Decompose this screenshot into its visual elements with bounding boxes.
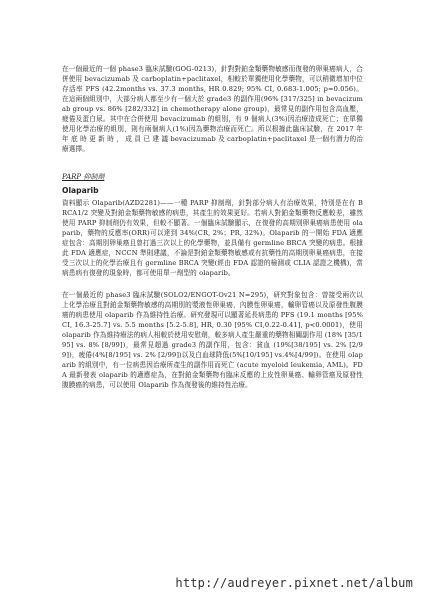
paragraph-bevacizumab-trial: 在一個最近的一個 phase3 臨床試驗(GOG-0213)，針對對鉑金類藥物敏感而復發的卵巢癌病人，合併使用 bevacizumab 及 carboplatin+paclitaxel，相較於單獨使用化學藥物，可以稍微增加中位存活率 PFS (42.2months vs. 37.3 months, HR 0.829; 95% CI, 0.683-1.005; p=0.056)。在這兩個組別中，大部分病人都至少有一個大於 grade3 的副作用(96% [317/325] in bevacizumab group vs. 86% [282/332] in chemotherapy alone group)，最常見的副作用包含高血壓，疲倦及蛋白尿。其中在合併使用 bevacizumab 的組別，有 9 個病人(3%)因治療造成死亡；在單獨使用化學治療的組別，則有兩個病人(1%)因為藥物治療而死亡。所以根據此臨床試驗，在 2017 年 年 底 時 更 新 時 ， 成 員 已 建 議 bevacizumab 及 carboplatin+paclitaxel 是一個有潛力的治療選擇。 bbox=[62, 65, 363, 153]
footer-album-url: http://audreyer.pixnet.net/album bbox=[175, 576, 413, 590]
drug-heading-olaparib: Olaparib bbox=[62, 186, 99, 195]
paragraph-olaparib-overview: 資料顯示 Olaparib(AZD2281)——一種 PARP 抑制劑，針對部分病人有治療效果，特別是在有 BRCA1/2 突變及對鉑金類藥物敏感的病患，其產生的效果更好。若病人對鉑金類藥物反應較差，雖然使用 PARP 抑制劑仍有效果，但較不顯著。一個臨床試驗顯示，在復發的高期別卵巢癌病患使用 olaparib，藥物的反應率(ORR)可以達到 34%(CR, 2%；PR, 32%)。Olaparib 的一開始 FDA 適應症包含：高期別卵巢癌且曾打過三次以上的化學藥物，並具備有 germline BRCA 突變的病患。根據此 FDA 適應症，NCCN 準則建議，不論是對鉑金類藥物敏感或有抗藥性的高期別卵巢癌病患，在接受三次以上的化學治療且有 germline BRCA 突變(經由 FDA 認證的檢測或 CLIA 認證之機構)，當病患病有復發的現象時，都可使用單一劑型的 olaparib。 bbox=[62, 199, 363, 277]
paragraph-solo2-trial: 在一個最近的 phase3 臨床試驗(SOLO2/ENGOT-Ov21 N=295)，研究對象包含：曾接受兩次以上化學治療且對鉑金類藥物敏感的高期別的漿液性卵巢癌，內膜性卵巢癌，輸卵管癌以及原發性腹膜癌的病患使用 olaparib 作為維持性治療。研究發現可以顯著延長病患的 PFS (19.1 months [95% CI, 16.3-25.7] vs. 5.5 months [5.2-5.8], HR, 0.30 [95% CI,0.22-0.41], p<0.0001)，使用 olaparib 作為維持療法的病人相較於使用安慰劑，較多病人產生嚴重的藥物相關副作用 (18% [35/195] vs. 8% [8/99])，最常見超過 grade3 的副作用，包含：貧血 (19%[38/195] vs. 2% [2/99])，疲倦(4%[8/195] vs. 2% [2/99])以及白血球降低(5%[10/195] vs.4%[4/99])。在使用 olaparib 的組別中，有一位病患因治療所產生的副作用而死亡 (acute myeloid leukemia, AML)。FDA 最新發表 olaparib 的適應症為，在對鉑金類藥物有臨床反應的上皮性卵巢癌、輸卵管癌及原發性腹膜癌的病患，可以使用 Olaparib 作為復發後的維持性治療。 bbox=[62, 291, 363, 389]
section-heading-parp-inhibitor: PARP 抑制劑 bbox=[62, 173, 105, 181]
